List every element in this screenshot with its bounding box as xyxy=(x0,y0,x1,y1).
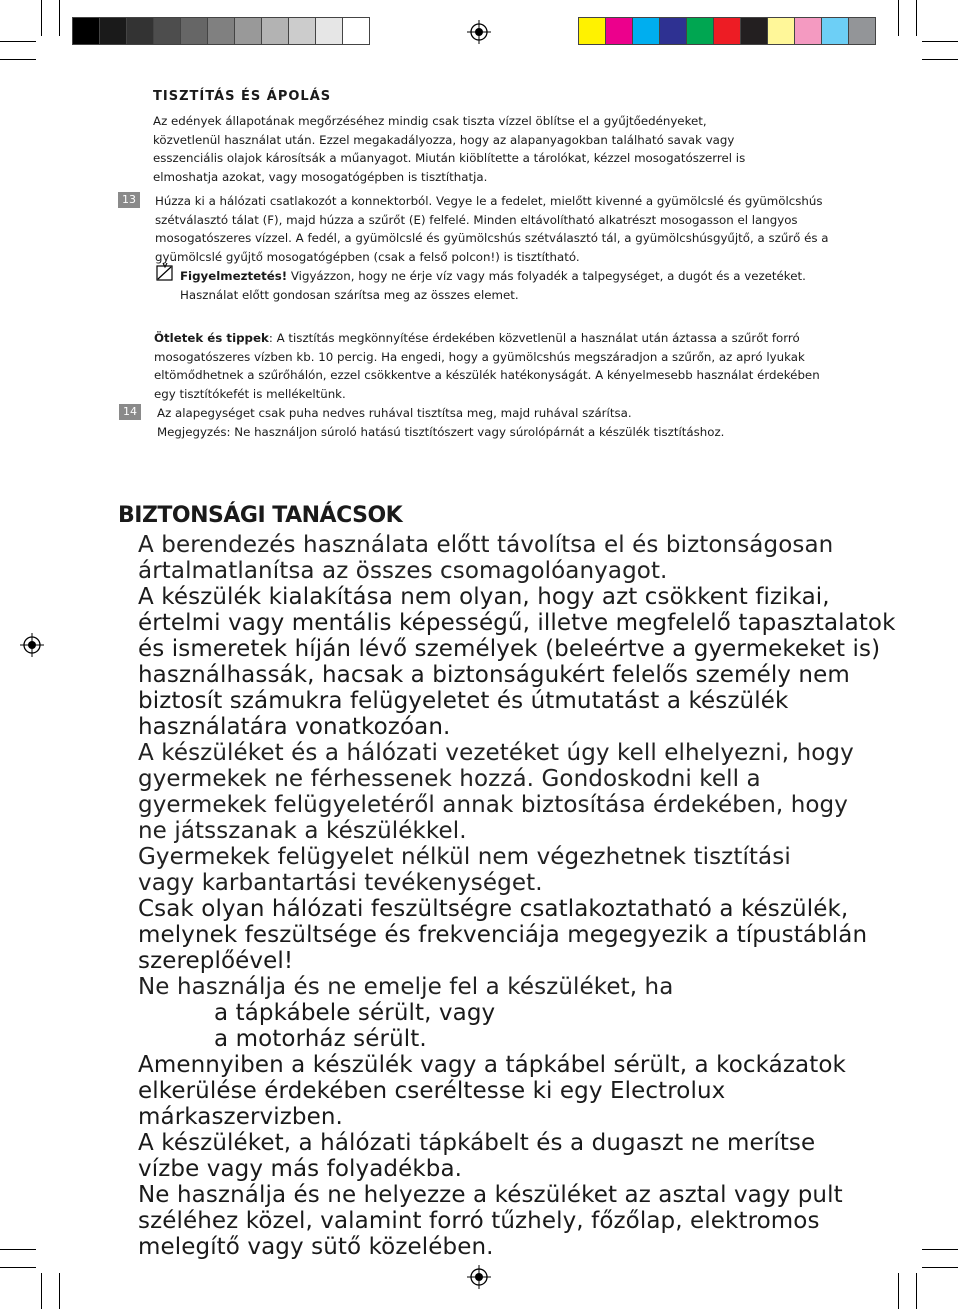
gray-swatch-strip xyxy=(72,17,369,45)
text-line: gyermekek ne férhessenek hozzá. Gondoskodni kell a xyxy=(138,766,761,792)
registration-mark-icon xyxy=(467,1265,491,1289)
color-swatch xyxy=(659,17,687,45)
text-line: ártalmatlanítsa az összes csomagolóanyagot. xyxy=(138,558,668,584)
color-swatch xyxy=(234,17,262,45)
text-line: gyermekek felügyeletéről annak biztosítása érdekében, hogy xyxy=(138,792,848,818)
crop-mark xyxy=(898,0,899,36)
warning-text-1: Vigyázzon, hogy ne érje víz vagy más folyadék a talpegységet, a dugót és a vezetéket. xyxy=(287,269,806,283)
warning-icon xyxy=(156,263,174,281)
text-line: Ne használja és ne emelje fel a készüléket, ha xyxy=(138,974,674,1000)
registration-mark-icon xyxy=(467,20,491,44)
text-line: szétválasztó tálat (F), majd húzza a szűrőt (E) felfelé. Minden eltávolítható alkatrészt mosogasson el langyos xyxy=(155,212,798,227)
text-line: Amennyiben a készülék vagy a tápkábel sérült, a kockázatok xyxy=(138,1052,846,1078)
warning-text xyxy=(180,267,870,304)
crop-mark xyxy=(0,1267,36,1268)
color-swatch xyxy=(605,17,633,45)
cleaning-title: TISZTÍTÁS ÉS ÁPOLÁS xyxy=(153,89,332,104)
color-swatch xyxy=(342,17,370,45)
color-swatch xyxy=(207,17,235,45)
safety-title: BIZTONSÁGI TANÁCSOK xyxy=(118,503,403,528)
registration-mark-icon xyxy=(20,633,44,657)
text-line: értelmi vagy mentális képességű, illetve megfelelő tapasztalatok xyxy=(138,610,896,636)
text-line: egy tisztítókefét is mellékeltünk. xyxy=(154,386,346,401)
indented-line: a tápkábele sérült, vagy xyxy=(214,1000,496,1026)
text-line: közvetlenül használat után. Ezzel megakadályozza, hogy az alapanyagokban található savak vagy xyxy=(153,132,735,147)
crop-mark xyxy=(59,0,60,36)
color-swatch-strip xyxy=(578,17,875,45)
crop-mark xyxy=(922,41,958,42)
crop-mark xyxy=(59,1273,60,1309)
crop-mark xyxy=(41,0,42,36)
step-13-text xyxy=(155,192,915,266)
text-line: márkaszervizben. xyxy=(138,1104,343,1130)
crop-mark xyxy=(916,1273,917,1309)
color-swatch xyxy=(99,17,127,45)
text-line: Gyermekek felügyelet nélkül nem végezhetnek tisztítási xyxy=(138,844,791,870)
text-line: széléhez közel, valamint forró tűzhely, főzőlap, elektromos xyxy=(138,1208,820,1234)
text-line: melegítő vagy sütő közelében. xyxy=(138,1234,494,1260)
color-swatch xyxy=(180,17,208,45)
step-14-text xyxy=(157,404,877,441)
color-swatch xyxy=(713,17,741,45)
color-swatch xyxy=(686,17,714,45)
crop-mark xyxy=(0,41,36,42)
safety-text xyxy=(138,532,938,1260)
crop-mark xyxy=(0,1249,36,1250)
warning-line xyxy=(180,267,870,286)
crop-mark xyxy=(922,59,958,60)
text-line: Megjegyzés: Ne használjon súroló hatású tisztítószert vagy súrolópárnát a készülék tisztításhoz. xyxy=(157,424,725,439)
text-line: Húzza ki a hálózati csatlakozót a konnektorból. Vegye le a fedelet, mielőtt kivenné a gyümölcslé és gyümölcshús xyxy=(155,194,823,208)
text-line: melynek feszültsége és frekvenciája megegyezik a típustáblán xyxy=(138,922,868,948)
text-line: és ismeretek híján lévő személyek (beleértve a gyermekeket is) xyxy=(138,636,881,662)
crop-mark xyxy=(922,1267,958,1268)
color-swatch xyxy=(821,17,849,45)
color-swatch xyxy=(578,17,606,45)
tips-label: Ötletek és tippek xyxy=(154,331,269,345)
text-line: mosogatószeres vízben kb. 10 percig. Ha engedi, hogy a gyümölcshús megszáradjon a szűrőn, az apró lyukak xyxy=(154,349,805,364)
text-line: esszenciális olajok károsítsák a műanyagot. Miután kiöblítette a tárolókat, kézzel mosogatószerrel is xyxy=(153,151,746,165)
text-line: vízbe vagy más folyadékba. xyxy=(138,1156,463,1182)
text-line: A készüléket és a hálózati vezetéket úgy kell elhelyezni, hogy xyxy=(138,740,854,766)
text-line: Ne használja és ne helyezze a készüléket az asztal vagy pult xyxy=(138,1182,843,1208)
text-line: Az alapegységet csak puha nedves ruhával tisztítsa meg, majd ruhával szárítsa. xyxy=(157,406,632,420)
text-line: használatára vonatkozóan. xyxy=(138,714,451,740)
color-swatch xyxy=(153,17,181,45)
tips-block xyxy=(154,329,864,403)
text-line: vagy karbantartási tevékenységet. xyxy=(138,870,543,896)
color-swatch xyxy=(261,17,289,45)
text-line: A készülék kialakítása nem olyan, hogy azt csökkent fizikai, xyxy=(138,584,830,610)
step-14-badge: 14 xyxy=(119,404,141,420)
indented-line: a motorház sérült. xyxy=(214,1026,427,1052)
text-line: Csak olyan hálózati feszültségre csatlakoztatható a készülék, xyxy=(138,896,849,922)
text-line: ne játsszanak a készülékkel. xyxy=(138,818,467,844)
text-line: gyümölcslé gyűjtő mosogatógépben (csak a felső polcon!) is tisztítható. xyxy=(155,249,580,264)
text-line: használhassák, hacsak a biztonságukért felelős személy nem xyxy=(138,662,850,688)
crop-mark xyxy=(898,1273,899,1309)
crop-mark xyxy=(41,1273,42,1309)
color-swatch xyxy=(740,17,768,45)
warning-label: Figyelmeztetés! xyxy=(180,269,288,283)
color-swatch xyxy=(848,17,876,45)
crop-mark xyxy=(916,0,917,36)
warning-text-2: Használat előtt gondosan szárítsa meg az összes elemet. xyxy=(180,287,519,302)
text-line: elkerülése érdekében cseréltesse ki egy Electrolux xyxy=(138,1078,726,1104)
text-line: Az edények állapotának megőrzéséhez mindig csak tiszta vízzel öblítse el a gyűjtőedényeket, xyxy=(153,114,707,128)
color-swatch xyxy=(126,17,154,45)
step-13-badge: 13 xyxy=(118,192,140,208)
tips-line xyxy=(154,329,864,348)
color-swatch xyxy=(72,17,100,45)
color-swatch xyxy=(632,17,660,45)
text-line: szereplőével! xyxy=(138,948,294,974)
color-swatch xyxy=(315,17,343,45)
crop-mark xyxy=(0,59,36,60)
text-line: A készüléket, a hálózati tápkábelt és a dugaszt ne merítse xyxy=(138,1130,816,1156)
text-line: biztosít számukra felügyeletet és útmutatást a készülék xyxy=(138,688,789,714)
color-swatch xyxy=(794,17,822,45)
color-swatch xyxy=(288,17,316,45)
color-swatch xyxy=(767,17,795,45)
text-line: mosogatószeres vízzel. A fedél, a gyümölcslé és gyümölcshús szétválasztó tál, a gyümölcshúsgyűjtő, a szűrő és a xyxy=(155,231,829,245)
text-line: : A tisztítás megkönnyítése érdekében közvetlenül a használat után áztassa a szűrőt forró xyxy=(268,331,800,345)
text-line: eltömődhetnek a szűrőhálón, ezzel csökkentve a készülék hatékonyságát. A kényelmesebb használat érdekében xyxy=(154,368,820,382)
text-line: elmoshatja azokat, vagy mosogatógépben is tisztíthatja. xyxy=(153,169,488,184)
cleaning-intro xyxy=(153,112,853,186)
text-line: A berendezés használata előtt távolítsa el és biztonságosan xyxy=(138,532,834,558)
